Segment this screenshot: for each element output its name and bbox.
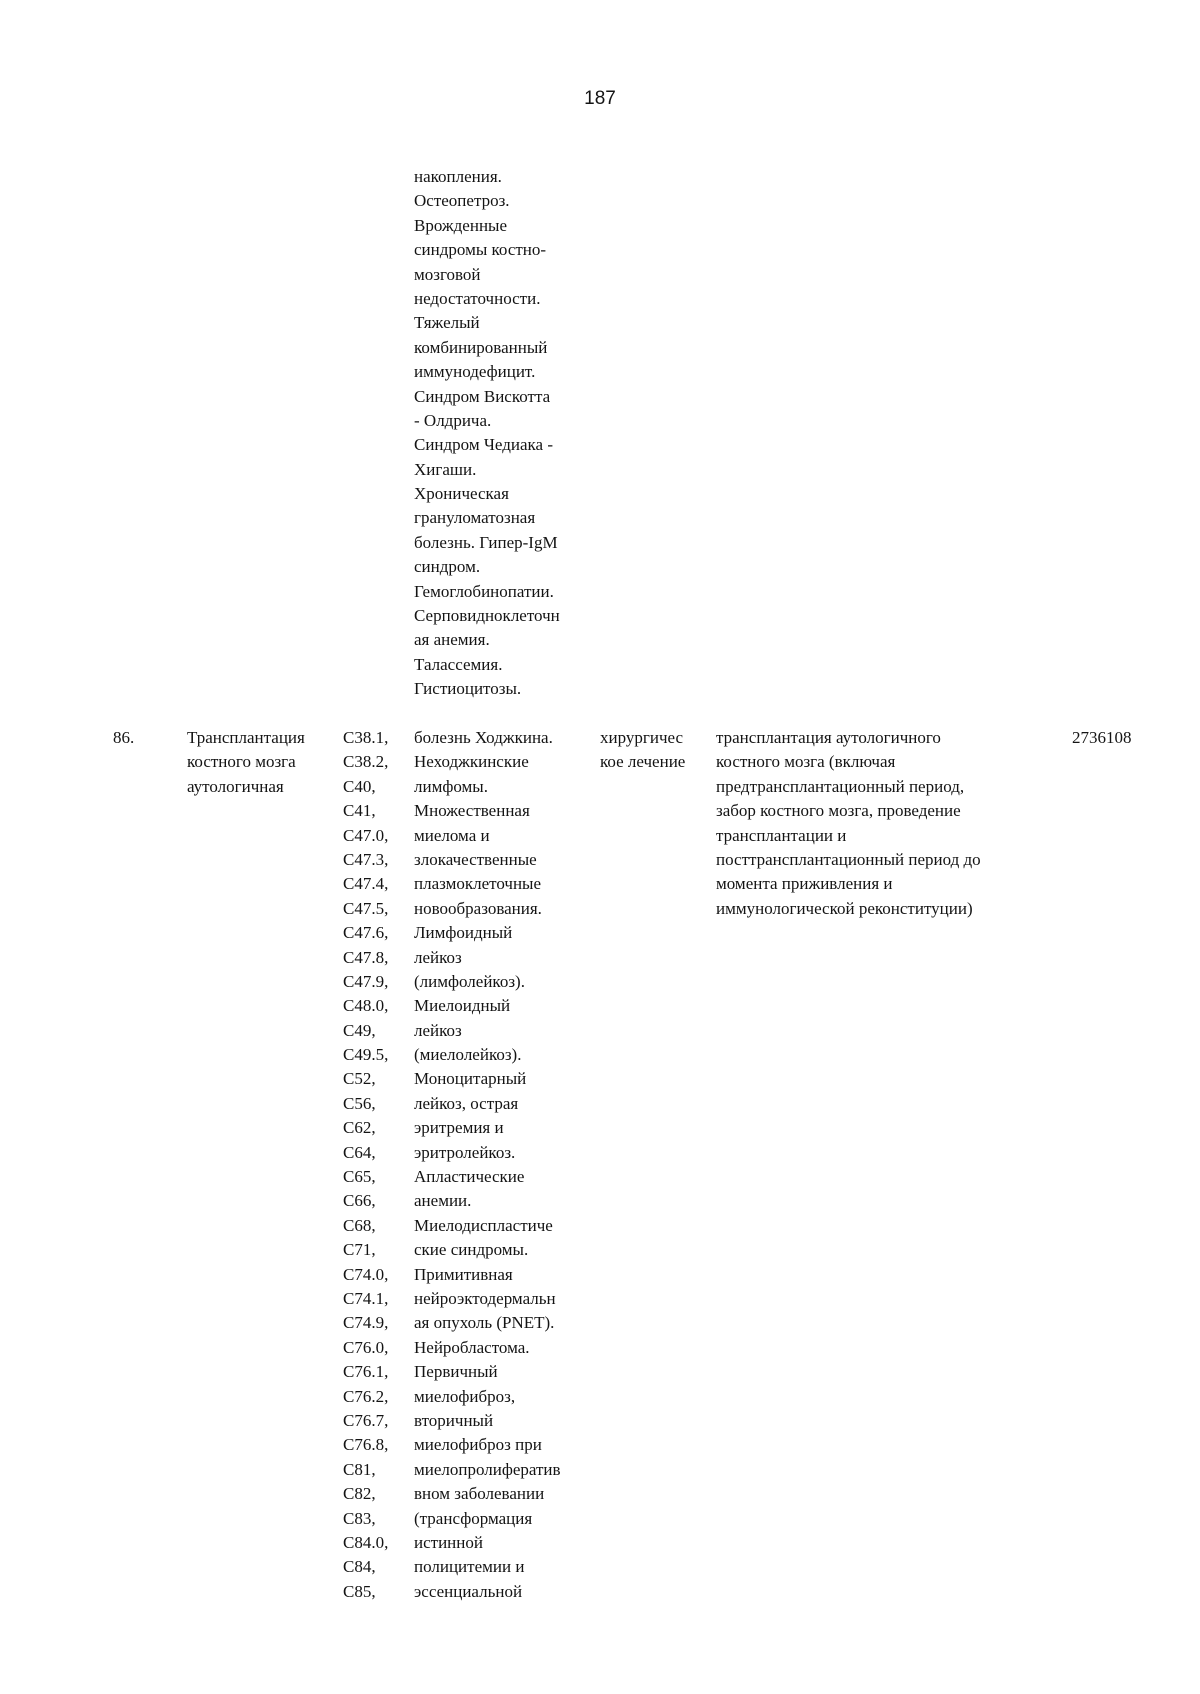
- text-line: C74.0,: [343, 1264, 389, 1284]
- procedure-name: [187, 726, 305, 799]
- text-line: C68,: [343, 1215, 376, 1235]
- text-line: (миелолейкоз).: [414, 1045, 522, 1065]
- text-line: C47.9,: [343, 971, 389, 991]
- text-line: C84.0,: [343, 1532, 389, 1552]
- text-line: лимфомы.: [414, 776, 488, 796]
- page-number: 187: [584, 88, 616, 109]
- text-line: посттрансплантационный период до: [716, 849, 981, 869]
- text-line: вном заболевании: [414, 1484, 545, 1504]
- text-line: C41,: [343, 801, 376, 821]
- text-line: C38.1,: [343, 728, 389, 747]
- text-line: миелопролифератив: [414, 1459, 561, 1479]
- text-line: новообразования.: [414, 898, 542, 918]
- text-line: синдромы костно-: [414, 240, 547, 260]
- text-line: Лимфоидный: [414, 923, 513, 943]
- text-line: Первичный: [414, 1362, 498, 1382]
- text-line: C48.0,: [343, 996, 389, 1016]
- text-line: C47.0,: [343, 825, 389, 845]
- text-line: C74.9,: [343, 1313, 389, 1333]
- treatment-method: [716, 726, 981, 921]
- text-line: болезнь Ходжкина.: [414, 728, 553, 747]
- text-line: C47.3,: [343, 849, 389, 869]
- text-line: Остеопетроз.: [414, 191, 510, 211]
- text-line: иммунологической реконституции): [716, 898, 973, 918]
- text-line: грануломатозная: [414, 508, 536, 528]
- text-line: (лимфолейкоз).: [414, 971, 525, 991]
- text-line: Нейробластома.: [414, 1337, 530, 1357]
- text-line: вторичный: [414, 1410, 494, 1430]
- text-line: плазмоклеточные: [414, 874, 542, 894]
- text-line: Талассемия.: [414, 654, 503, 674]
- text-line: C65,: [343, 1167, 376, 1187]
- icd-codes: [343, 726, 388, 1604]
- text-line: Моноцитарный: [414, 1069, 527, 1089]
- text-line: Серповидноклеточн: [414, 606, 560, 626]
- text-line: Трансплантация: [187, 728, 305, 747]
- text-line: лейкоз, острая: [414, 1093, 519, 1113]
- text-line: накопления.: [414, 167, 502, 186]
- text-line: Тяжелый: [414, 313, 480, 333]
- text-line: Хигаши.: [414, 459, 477, 479]
- text-line: истинной: [414, 1532, 483, 1552]
- text-line: полицитемии и: [414, 1557, 525, 1577]
- text-line: C52,: [343, 1069, 376, 1089]
- text-line: забор костного мозга, проведение: [716, 801, 961, 821]
- text-line: C76.7,: [343, 1410, 389, 1430]
- text-line: C85,: [343, 1581, 376, 1601]
- text-line: миелофиброз при: [414, 1435, 542, 1455]
- text-line: миелофиброз,: [414, 1386, 516, 1406]
- text-line: Неходжкинские: [414, 752, 529, 772]
- text-line: трансплантации и: [716, 825, 847, 845]
- text-line: иммунодефицит.: [414, 362, 536, 382]
- text-line: комбинированный: [414, 337, 548, 357]
- text-line: C82,: [343, 1484, 376, 1504]
- text-line: аутологичная: [187, 776, 284, 796]
- text-line: трансплантация аутологичного: [716, 728, 941, 747]
- text-line: анемии.: [414, 1191, 472, 1211]
- text-line: C64,: [343, 1142, 376, 1162]
- text-line: C47.6,: [343, 923, 389, 943]
- text-line: хирургичес: [600, 728, 684, 747]
- text-line: предтрансплантационный период,: [716, 776, 965, 796]
- text-line: Миелодиспластиче: [414, 1215, 553, 1235]
- row-number: 86.: [113, 728, 135, 747]
- text-line: эритремия и: [414, 1118, 504, 1138]
- text-line: C47.8,: [343, 947, 389, 967]
- text-line: эритролейкоз.: [414, 1142, 516, 1162]
- text-line: кое лечение: [600, 752, 686, 772]
- treatment-type: [600, 726, 685, 775]
- text-line: C40,: [343, 776, 376, 796]
- text-line: (трансформация: [414, 1508, 533, 1528]
- text-line: C84,: [343, 1557, 376, 1577]
- text-line: - Олдрича.: [414, 410, 492, 430]
- text-line: Синдром Вискотта: [414, 386, 551, 406]
- disease-list: [414, 726, 561, 1604]
- text-line: C74.1,: [343, 1288, 389, 1308]
- text-line: Гистиоцитозы.: [414, 679, 522, 699]
- text-line: лейкоз: [414, 1020, 462, 1040]
- text-line: нейроэктодермальн: [414, 1288, 556, 1308]
- text-line: C47.5,: [343, 898, 389, 918]
- text-line: момента приживления и: [716, 874, 893, 894]
- continued-disease-list: [414, 165, 560, 702]
- text-line: эссенциальной: [414, 1581, 523, 1601]
- text-line: миелома и: [414, 825, 490, 845]
- text-line: злокачественные: [414, 849, 537, 869]
- text-line: C49.5,: [343, 1045, 389, 1065]
- text-line: Хроническая: [414, 484, 509, 504]
- text-line: Врожденные: [414, 215, 508, 235]
- text-line: костного мозга (включая: [716, 752, 896, 772]
- text-line: лейкоз: [414, 947, 462, 967]
- text-line: C66,: [343, 1191, 376, 1211]
- text-line: C62,: [343, 1118, 376, 1138]
- text-line: C71,: [343, 1240, 376, 1260]
- text-line: ая анемия.: [414, 630, 490, 650]
- text-line: костного мозга: [187, 752, 296, 772]
- text-line: мозговой: [414, 264, 481, 284]
- text-line: Множественная: [414, 801, 530, 821]
- text-line: C47.4,: [343, 874, 389, 894]
- text-line: Апластические: [414, 1167, 525, 1187]
- text-line: C56,: [343, 1093, 376, 1113]
- text-line: болезнь. Гипер-IgM: [414, 532, 558, 552]
- text-line: Миелоидный: [414, 996, 511, 1016]
- text-line: C81,: [343, 1459, 376, 1479]
- text-line: C76.2,: [343, 1386, 389, 1406]
- text-line: C38.2,: [343, 752, 389, 772]
- text-line: недостаточности.: [414, 288, 541, 308]
- text-line: ские синдромы.: [414, 1240, 529, 1260]
- text-line: C76.1,: [343, 1362, 389, 1382]
- text-line: C49,: [343, 1020, 376, 1040]
- cost-value: 2736108: [1072, 728, 1132, 747]
- text-line: Синдром Чедиака -: [414, 435, 553, 455]
- text-line: синдром.: [414, 557, 481, 577]
- text-line: ая опухоль (PNET).: [414, 1313, 555, 1333]
- text-line: C83,: [343, 1508, 376, 1528]
- text-line: Гемоглобинопатии.: [414, 581, 554, 601]
- text-line: Примитивная: [414, 1264, 513, 1284]
- text-line: C76.8,: [343, 1435, 389, 1455]
- text-line: C76.0,: [343, 1337, 389, 1357]
